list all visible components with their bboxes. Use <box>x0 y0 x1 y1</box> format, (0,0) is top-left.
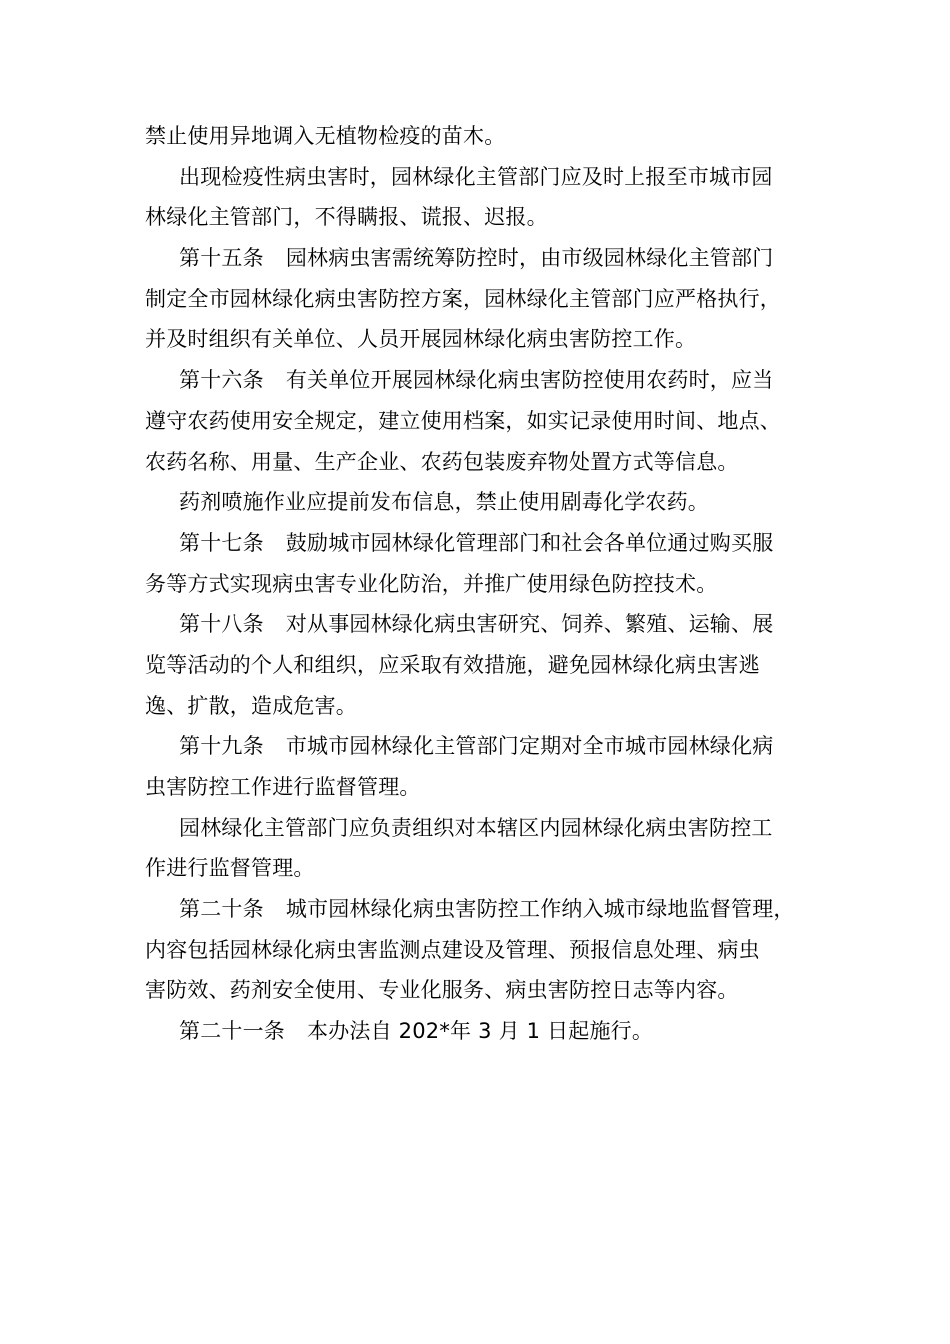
article-line <box>145 889 835 930</box>
article-number: 第十九条 <box>179 734 264 759</box>
article-number: 第二十一条 <box>179 1019 285 1044</box>
text-line: 农药名称、用量、生产企业、农药包装废弃物处置方式等信息。 <box>145 449 739 474</box>
article-line <box>145 1011 835 1052</box>
text-line: 并及时组织有关单位、人员开展园林绿化病虫害防控工作。 <box>145 327 697 352</box>
article-text: 园林病虫害需统筹防控时，由市级园林绿化主管部门 <box>285 246 774 271</box>
text-line: 害防效、药剂安全使用、专业化服务、病虫害防控日志等内容。 <box>145 978 739 1003</box>
article-line <box>145 726 835 767</box>
article-number: 第二十条 <box>179 897 264 922</box>
article-line <box>145 604 835 645</box>
article-text: 市城市园林绿化主管部门定期对全市城市园林绿化病 <box>285 734 774 759</box>
article-number: 第十五条 <box>179 246 264 271</box>
article-text: 有关单位开展园林绿化病虫害防控使用农药时，应当 <box>285 368 774 393</box>
text-line: 禁止使用异地调入无植物检疫的苗木。 <box>145 124 506 148</box>
article-text: 对从事园林绿化病虫害研究、饲养、繁殖、运输、展 <box>285 612 774 637</box>
text-line: 逸、扩散，造成危害。 <box>145 693 357 718</box>
text-line: 览等活动的个人和组织，应采取有效措施，避免园林绿化病虫害逃 <box>145 652 760 677</box>
article-number: 第十八条 <box>179 612 264 637</box>
text-line: 制定全市园林绿化病虫害防控方案，园林绿化主管部门应严格执行， <box>145 286 781 311</box>
article-text: 鼓励城市园林绿化管理部门和社会各单位通过购买服 <box>285 530 774 555</box>
article-line <box>145 523 835 564</box>
text-line: 药剂喷施作业应提前发布信息，禁止使用剧毒化学农药。 <box>179 490 709 515</box>
article-number: 第十七条 <box>179 530 264 555</box>
text-line: 出现检疫性病虫害时，园林绿化主管部门应及时上报至市城市园 <box>179 164 773 189</box>
text-line: 园林绿化主管部门应负责组织对本辖区内园林绿化病虫害防控工 <box>179 815 773 840</box>
article-line <box>145 238 835 279</box>
article-text: 本办法自 202*年 3 月 1 日起施行。 <box>307 1019 654 1044</box>
article-number: 第十六条 <box>179 368 264 393</box>
text-line: 虫害防控工作进行监督管理。 <box>145 775 421 799</box>
text-line: 作进行监督管理。 <box>145 856 315 881</box>
article-line <box>145 360 835 401</box>
article-text: 城市园林绿化病虫害防控工作纳入城市绿地监督管理， <box>285 897 795 922</box>
text-line: 务等方式实现病虫害专业化防治，并推广使用绿色防控技术。 <box>145 571 718 596</box>
text-line: 林绿化主管部门，不得瞒报、谎报、迟报。 <box>145 205 548 230</box>
text-line: 遵守农药使用安全规定，建立使用档案，如实记录使用时间、地点、 <box>145 408 781 433</box>
document-body <box>145 116 835 1052</box>
text-line: 内容包括园林绿化病虫害监测点建设及管理、预报信息处理、病虫 <box>145 937 760 962</box>
